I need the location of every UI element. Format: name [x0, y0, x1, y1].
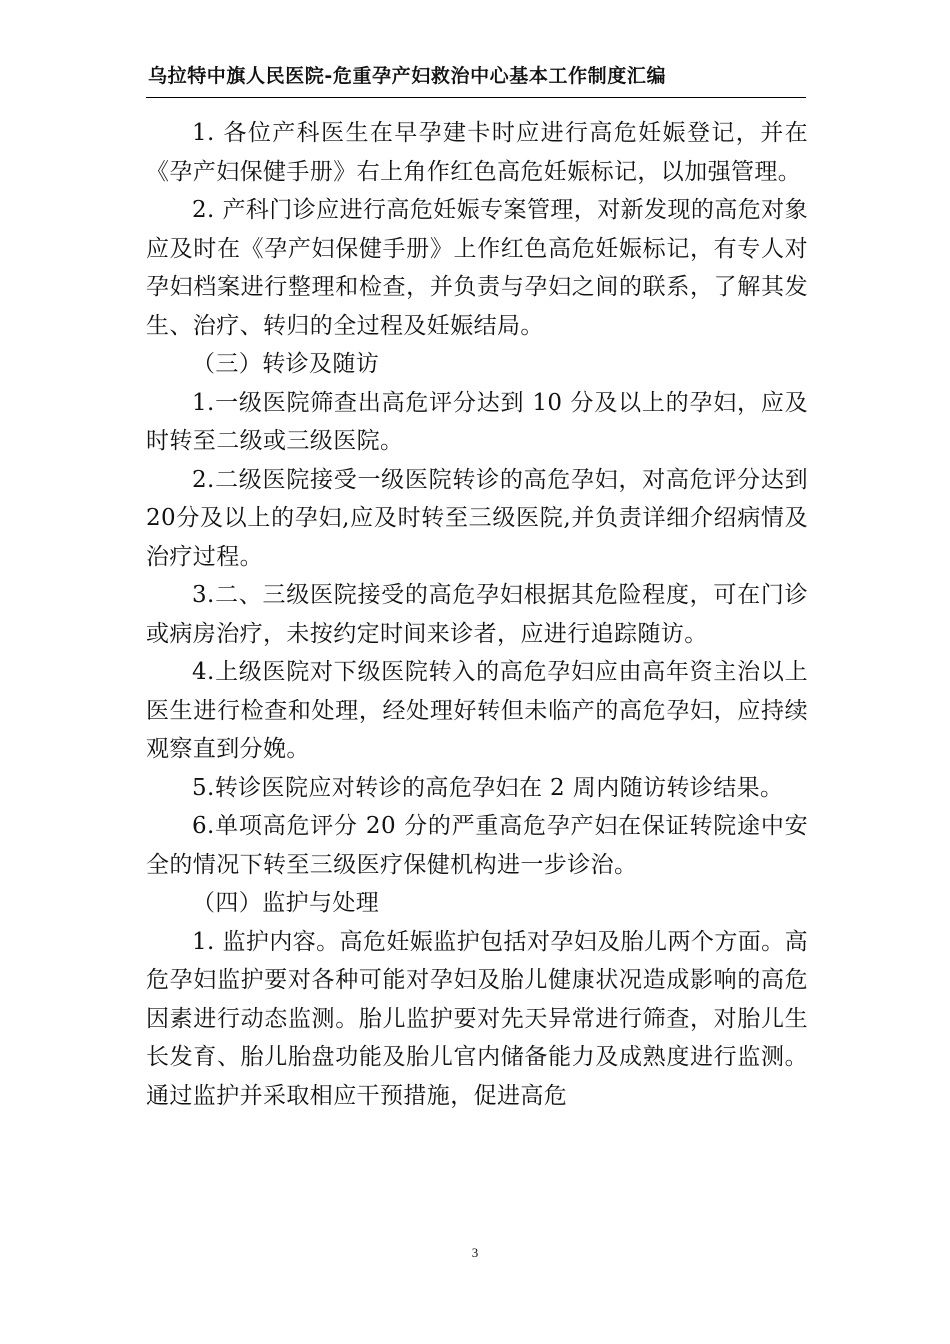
paragraph-referral-2: 2.二级医院接受一级医院转诊的高危孕妇，对高危评分达到 20分及以上的孕妇,应及时转至三级医院,并负责详细介绍病情及治疗过程。: [146, 466, 808, 570]
paragraph-referral-5: 5.转诊医院应对转诊的高危孕妇在 2 周内随访转诊结果。: [192, 774, 784, 801]
document-header: 乌拉特中旗人民医院-危重孕产妇救治中心基本工作制度汇编: [148, 65, 667, 87]
paragraph-referral-6: 6.单项高危评分 20 分的严重高危孕产妇在保证转院途中安全的情况下转至三级医疗保健机构进一步诊治。: [146, 813, 808, 878]
document-body: [146, 114, 808, 1115]
paragraph-1: 1. 各位产科医生在早孕建卡时应进行高危妊娠登记，并在《孕产妇保健手册》右上角作红色高危妊娠标记，以加强管理。: [146, 120, 808, 185]
paragraph-2: 2. 产科门诊应进行高危妊娠专案管理，对新发现的高危对象应及时在《孕产妇保健手册》上作红色高危妊娠标记，有专人对孕妇档案进行整理和检查，并负责与孕妇之间的联系，了解其发生、治疗、转归的全过程及妊娠结局。: [146, 197, 808, 339]
section-heading-monitoring: （四）监护与处理: [192, 890, 380, 916]
paragraph-monitoring-1: 1. 监护内容。高危妊娠监护包括对孕妇及胎儿两个方面。高危孕妇监护要对各种可能对孕妇及胎儿健康状况造成影响的高危因素进行动态监测。胎儿监护要对先天异常进行筛查，对胎儿生长发育、胎儿胎盘功能及胎儿官内储备能力及成熟度进行监测。通过监护并采取相应干预措施，促进高危: [146, 928, 808, 1109]
page-number: 3: [471, 1245, 479, 1260]
paragraph-referral-1: 1.一级医院筛查出高危评分达到 10 分及以上的孕妇，应及时转至二级或三级医院。: [146, 389, 808, 454]
section-heading-referral: （三）转诊及随访: [192, 351, 380, 377]
header-divider: [146, 97, 806, 98]
paragraph-referral-3: 3.二、三级医院接受的高危孕妇根据其危险程度，可在门诊或病房治疗，未按约定时间来诊者，应进行追踪随访。: [146, 582, 808, 647]
paragraph-referral-4: 4.上级医院对下级医院转入的高危孕妇应由高年资主治以上医生进行检查和处理，经处理好转但未临产的高危孕妇，应持续观察直到分娩。: [146, 659, 808, 762]
